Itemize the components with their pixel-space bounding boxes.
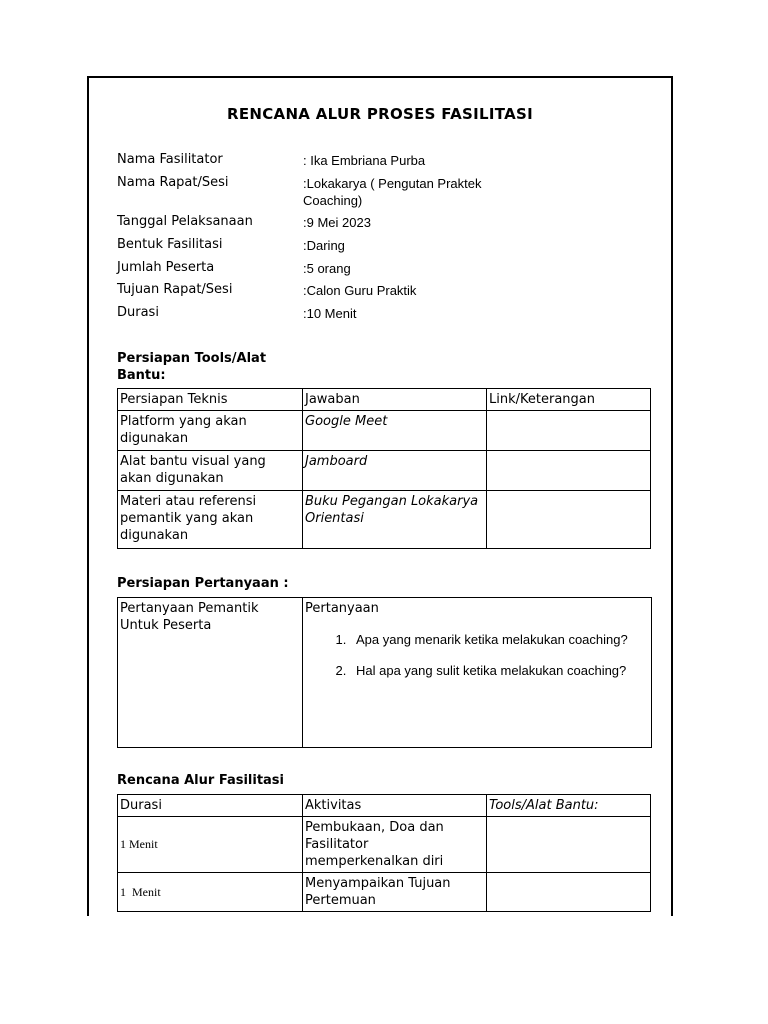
table-row	[118, 873, 651, 912]
tools-table	[117, 388, 651, 549]
table-cell: Menyampaikan Tujuan Pertemuan	[303, 873, 487, 912]
table-header-row	[118, 795, 651, 817]
table-header-row	[118, 389, 651, 411]
info-value: :10 Menit	[303, 306, 357, 321]
tools-heading: Persiapan Tools/Alat Bantu:	[117, 351, 267, 383]
questions-cell	[303, 598, 652, 748]
info-label: Bentuk Fasilitasi	[117, 237, 223, 252]
info-label: Durasi	[117, 305, 159, 320]
document-page	[87, 76, 673, 916]
table-row	[118, 817, 651, 873]
table-cell: Alat bantu visual yang akan digunakan	[118, 451, 303, 491]
table-cell: Buku Pegangan Lokakarya Orientasi	[303, 491, 487, 549]
table-header-cell: Durasi	[118, 795, 303, 817]
flow-table	[117, 794, 651, 912]
table-cell: Google Meet	[303, 411, 487, 451]
flow-heading: Rencana Alur Fasilitasi	[117, 773, 285, 788]
table-cell: Pembukaan, Doa dan Fasilitator memperkenalkan diri	[303, 817, 487, 873]
info-value: :Daring	[303, 238, 345, 253]
list-item: 1. Apa yang menarik ketika melakukan coaching?	[350, 631, 649, 648]
table-row	[118, 411, 651, 451]
table-header-cell: Jawaban	[303, 389, 487, 411]
table-cell	[487, 411, 651, 451]
table-row	[118, 598, 652, 748]
info-label: Tujuan Rapat/Sesi	[117, 282, 233, 297]
table-cell	[487, 873, 651, 912]
questions-header: Pertanyaan	[305, 601, 379, 616]
questions-table	[117, 597, 652, 748]
questions-heading: Persiapan Pertanyaan :	[117, 576, 289, 591]
questions-left-label: Pertanyaan Pemantik Untuk Peserta	[118, 598, 303, 748]
questions-list	[305, 631, 649, 679]
info-label: Nama Fasilitator	[117, 152, 223, 167]
table-cell: Platform yang akan digunakan	[118, 411, 303, 451]
list-item: 2. Hal apa yang sulit ketika melakukan coaching?	[350, 662, 649, 679]
table-header-cell: Persiapan Teknis	[118, 389, 303, 411]
table-cell	[487, 451, 651, 491]
document-title: RENCANA ALUR PROSES FASILITASI	[226, 105, 534, 123]
info-value: :Lokakarya ( Pengutan Praktek Coaching)	[303, 176, 482, 208]
table-header-cell: Tools/Alat Bantu:	[487, 795, 651, 817]
info-value: :9 Mei 2023	[303, 215, 371, 230]
table-cell	[487, 817, 651, 873]
info-value: : Ika Embriana Purba	[303, 153, 426, 168]
table-cell: 1 Menit	[118, 873, 303, 912]
info-label: Jumlah Peserta	[117, 260, 215, 275]
table-row	[118, 491, 651, 549]
table-row	[118, 451, 651, 491]
info-value: :5 orang	[303, 261, 351, 276]
table-cell: Jamboard	[303, 451, 487, 491]
info-label: Tanggal Pelaksanaan	[117, 214, 253, 229]
info-label: Nama Rapat/Sesi	[117, 175, 229, 190]
info-value: :Calon Guru Praktik	[303, 283, 417, 298]
table-cell	[487, 491, 651, 549]
table-header-cell: Aktivitas	[303, 795, 487, 817]
table-cell: 1 Menit	[118, 817, 303, 873]
table-cell: Materi atau referensi pemantik yang akan digunakan	[118, 491, 303, 549]
table-header-cell: Link/Keterangan	[487, 389, 651, 411]
